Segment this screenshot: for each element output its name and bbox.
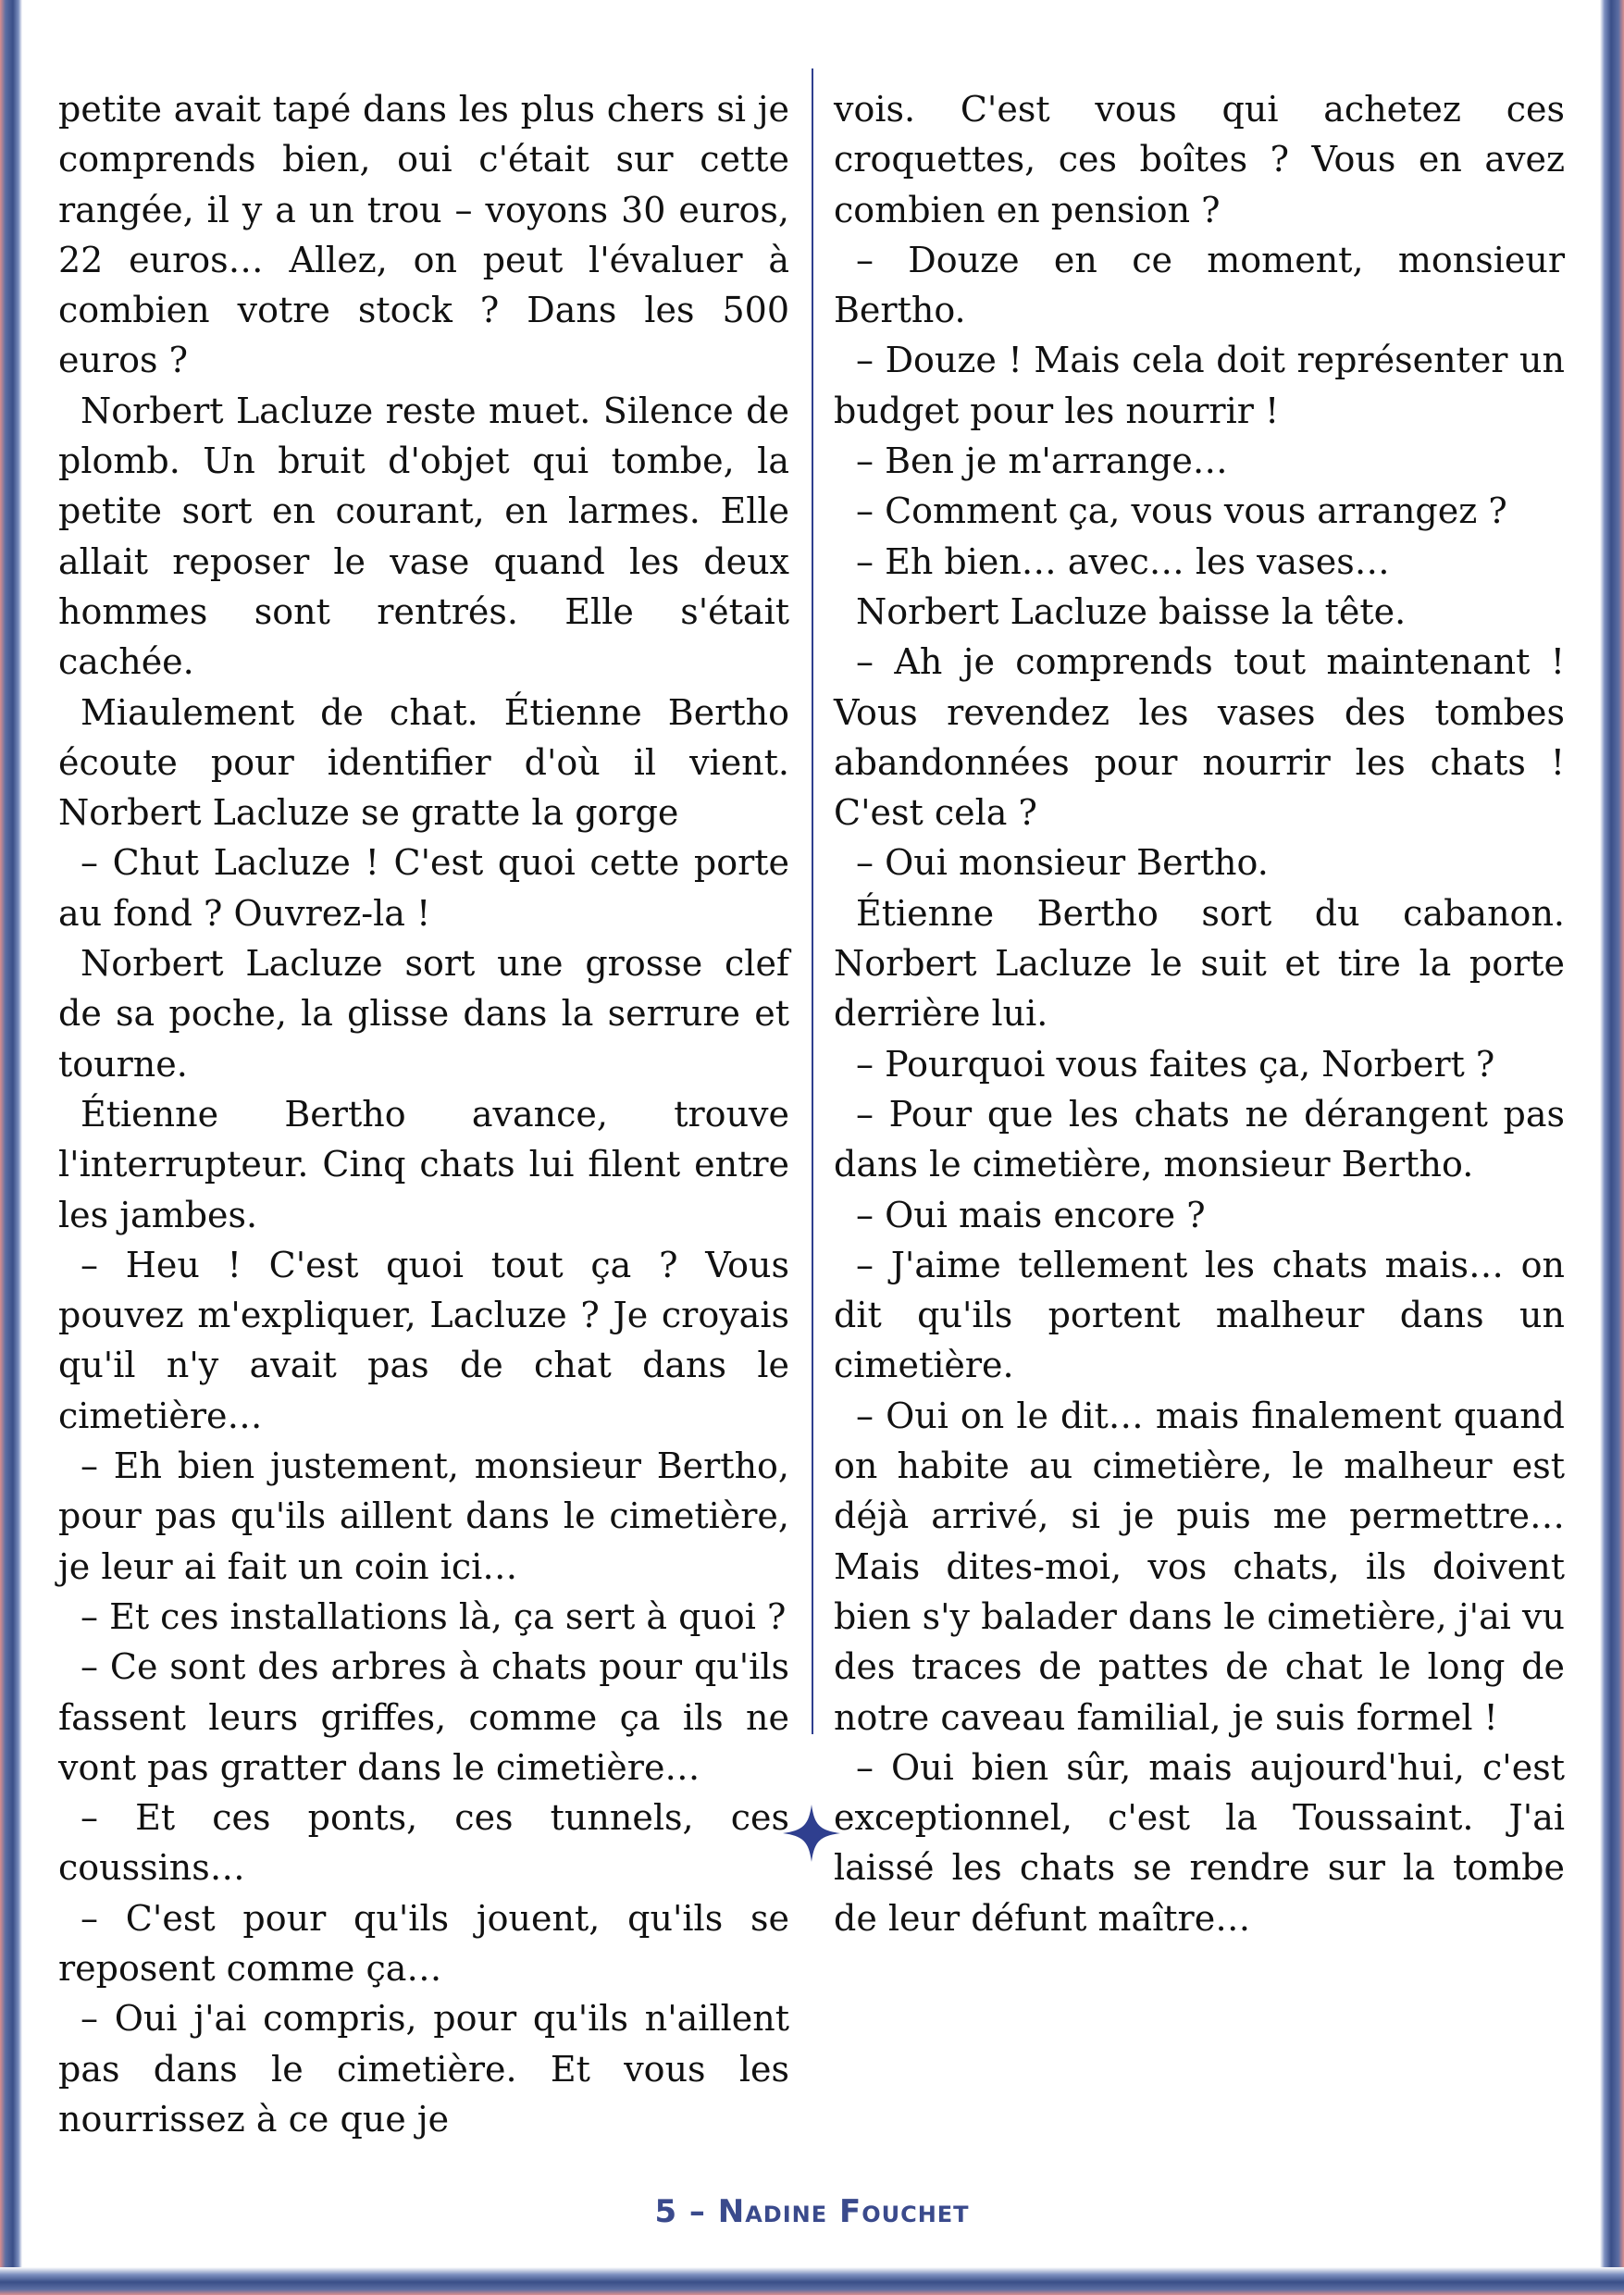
paragraph: – C'est pour qu'ils jouent, qu'ils se reposent comme ça… [58,1897,789,1989]
page-border-bottom [0,2267,1624,2295]
paragraph: – Douze ! Mais cela doit représenter un budget pour les nourrir ! [834,340,1565,431]
paragraph: – Douze en ce moment, monsieur Bertho. [834,239,1565,331]
paragraph: – Ben je m'arrange… [856,440,1228,482]
page-border-right [1600,0,1624,2295]
paragraph: – J'aime tellement les chats mais… on dit qu'ils portent malheur dans un cimetière. [834,1244,1565,1386]
page-border-left [0,0,22,2295]
paragraph: – Oui on le dit… mais finalement quand on habite au cimetière, le malheur est déjà arrivé, si je puis me permettre… Mais dites-moi, vos chats, ils doivent bien s'y balader dans le cimetière, j'ai vu des traces de pattes de chat le long de notre caveau familial, je suis formel ! [834,1395,1565,1738]
paragraph: – Eh bien… avec… les vases… [856,540,1390,582]
paragraph: – Oui j'ai compris, pour qu'ils n'aillent pas dans le cimetière. Et vous les nourrissez à ce que je [58,1998,789,2140]
paragraph: Étienne Bertho sort du cabanon. Norbert Lacluze le suit et tire la porte derrière lui. [834,892,1565,1035]
paragraph: – Oui mais encore ? [856,1194,1206,1235]
paragraph: Étienne Bertho avance, trouve l'interrupteur. Cinq chats lui filent entre les jambes. [58,1093,789,1235]
paragraph: Miaulement de chat. Étienne Bertho écoute pour identifier d'où il vient. Norbert Lacluze se gratte la gorge [58,691,789,834]
page-footer: 5 – Nadine Fouchet [654,2193,970,2230]
paragraph: Norbert Lacluze reste muet. Silence de plomb. Un bruit d'objet qui tombe, la petite sort en courant, en larmes. Elle allait reposer le vase quand les deux hommes sont rentrés. Elle s'était cachée. [58,390,789,683]
paragraph: – Oui monsieur Bertho. [856,842,1269,884]
paragraph: – Oui bien sûr, mais aujourd'hui, c'est exceptionnel, c'est la Toussaint. J'ai laissé les chats se rendre sur la tombe de leur défunt maître… [834,1746,1565,1939]
paragraph: – Ce sont des arbres à chats pour qu'ils fassent leurs griffes, comme ça ils ne vont pas gratter dans le cimetière… [58,1646,789,1788]
paragraph: – Heu ! C'est quoi tout ça ? Vous pouvez m'expliquer, Lacluze ? Je croyais qu'il n'y avait pas de chat dans le cimetière… [58,1244,789,1436]
paragraph: – Comment ça, vous vous arrangez ? [856,490,1507,532]
paragraph: – Et ces installations là, ça sert à quoi ? [81,1595,787,1637]
four-point-star-icon [783,1805,840,1862]
text-column-left [58,84,789,2144]
paragraph: Norbert Lacluze sort une grosse clef de sa poche, la glisse dans la serrure et tourne. [58,943,789,1085]
paragraph: – Chut Lacluze ! C'est quoi cette porte au fond ? Ouvrez-la ! [58,842,789,934]
column-divider [812,68,813,1734]
paragraph: – Ah je comprends tout maintenant ! Vous revendez les vases des tombes abandonnées pour nourrir les chats ! C'est cela ? [834,641,1565,834]
paragraph: vois. C'est vous qui achetez ces croquettes, ces boîtes ? Vous en avez combien en pension ? [834,89,1565,230]
paragraph: Norbert Lacluze baisse la tête. [856,590,1407,632]
paragraph: – Eh bien justement, monsieur Bertho, pour pas qu'ils aillent dans le cimetière, je leur ai fait un coin ici… [58,1445,789,1587]
paragraph: – Pour que les chats ne dérangent pas dans le cimetière, monsieur Bertho. [834,1093,1565,1185]
text-column-right [834,84,1565,1943]
paragraph: petite avait tapé dans les plus chers si je comprends bien, oui c'était sur cette rangée, il y a un trou – voyons 30 euros, 22 euros… Allez, on peut l'évaluer à combien votre stock ? Dans les 500 euros ? [58,89,789,381]
paragraph: – Pourquoi vous faites ça, Norbert ? [856,1043,1495,1085]
paragraph: – Et ces ponts, ces tunnels, ces coussins… [58,1797,789,1889]
